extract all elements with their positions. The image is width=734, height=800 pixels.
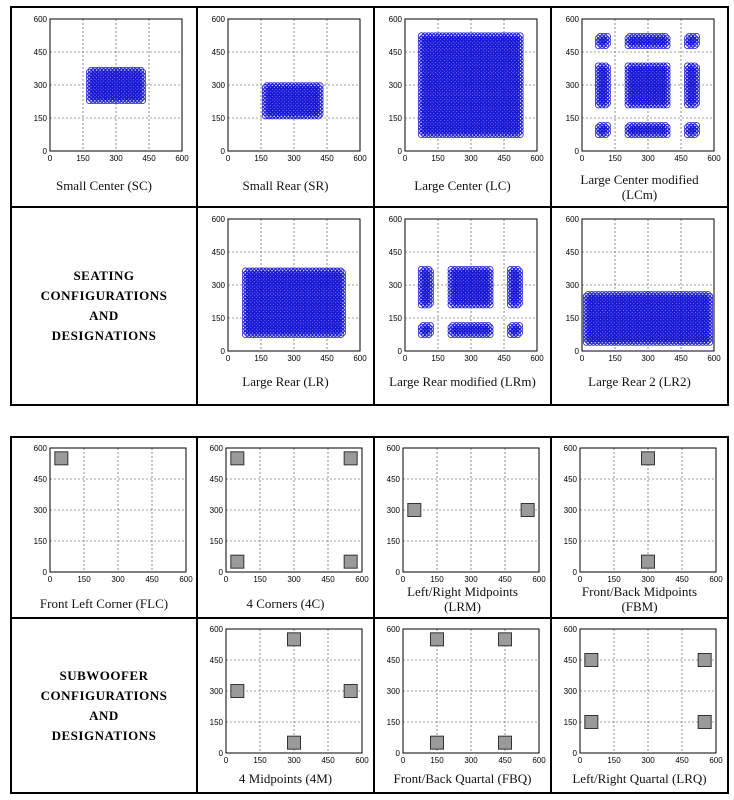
caption-sr: Small Rear (SR) — [242, 178, 329, 193]
x-tick-label: 150 — [254, 354, 268, 363]
x-tick-label: 450 — [674, 354, 688, 363]
y-tick-label: 150 — [211, 314, 225, 323]
y-tick-label: 450 — [388, 248, 402, 257]
x-tick-label: 600 — [707, 354, 721, 363]
y-tick-label: 450 — [565, 48, 579, 57]
x-tick-label: 600 — [353, 154, 367, 163]
y-tick-label: 0 — [574, 347, 579, 356]
caption-lr: Large Rear (LR) — [242, 374, 329, 389]
y-tick-label: 600 — [565, 15, 579, 24]
y-tick-label: 300 — [388, 81, 402, 90]
x-tick-label: 600 — [353, 354, 367, 363]
y-tick-label: 0 — [397, 347, 402, 356]
x-tick-label: 0 — [47, 154, 53, 163]
x-tick-label: 150 — [254, 154, 268, 163]
y-tick-label: 300 — [565, 81, 579, 90]
seat-plot-sr — [198, 8, 373, 206]
y-tick-label: 600 — [211, 215, 225, 224]
y-tick-label: 0 — [220, 347, 225, 356]
y-tick-label: 0 — [574, 147, 579, 156]
x-tick-label: 600 — [530, 154, 544, 163]
x-tick-label: 0 — [225, 154, 231, 163]
y-tick-label: 300 — [565, 281, 579, 290]
x-tick-label: 300 — [109, 154, 123, 163]
y-tick-label: 300 — [211, 81, 225, 90]
y-tick-label: 300 — [388, 281, 402, 290]
y-tick-label: 450 — [33, 48, 47, 57]
seating-cell-lr — [198, 208, 373, 404]
seating-cell-lrm — [375, 208, 550, 404]
x-tick-label: 300 — [641, 154, 655, 163]
x-tick-label: 150 — [431, 354, 445, 363]
y-tick-label: 0 — [220, 147, 225, 156]
caption-sc: Small Center (SC) — [55, 178, 153, 193]
x-tick-label: 300 — [464, 354, 478, 363]
seat-plot-lc — [375, 8, 550, 206]
x-tick-label: 150 — [608, 354, 622, 363]
x-tick-label: 300 — [464, 154, 478, 163]
y-tick-label: 150 — [388, 314, 402, 323]
y-tick-label: 600 — [33, 15, 47, 24]
y-tick-label: 150 — [388, 114, 402, 123]
x-tick-label: 450 — [320, 354, 334, 363]
seat-region — [583, 291, 713, 345]
x-tick-label: 150 — [608, 154, 622, 163]
y-tick-label: 600 — [388, 15, 402, 24]
seating-cell-lcm — [552, 8, 727, 206]
y-tick-label: 0 — [42, 147, 47, 156]
x-tick-label: 150 — [431, 154, 445, 163]
seating-cell-sr — [198, 8, 373, 206]
y-tick-label: 150 — [211, 114, 225, 123]
y-tick-label: 450 — [211, 48, 225, 57]
y-tick-label: 150 — [565, 314, 579, 323]
y-tick-label: 450 — [211, 248, 225, 257]
seating-designation-label: SEATING CONFIGURATIONS AND DESIGNATIONS — [12, 208, 196, 404]
x-tick-label: 0 — [402, 154, 408, 163]
x-tick-label: 600 — [530, 354, 544, 363]
seating-table — [10, 6, 729, 406]
seat-region — [86, 67, 145, 103]
y-tick-label: 600 — [388, 215, 402, 224]
caption-lc: Large Center (LC) — [414, 178, 511, 193]
y-tick-label: 300 — [211, 281, 225, 290]
y-tick-label: 150 — [565, 114, 579, 123]
y-tick-label: 600 — [211, 15, 225, 24]
y-tick-label: 300 — [33, 81, 47, 90]
x-tick-label: 0 — [402, 354, 408, 363]
y-tick-label: 450 — [565, 248, 579, 257]
seating-cell-lr2 — [552, 208, 727, 404]
x-tick-label: 450 — [142, 154, 156, 163]
seating-cell-lc — [375, 8, 550, 206]
x-tick-label: 600 — [175, 154, 189, 163]
x-tick-label: 300 — [641, 354, 655, 363]
x-tick-label: 450 — [497, 354, 511, 363]
x-tick-label: 0 — [579, 154, 585, 163]
y-tick-label: 0 — [397, 147, 402, 156]
x-tick-label: 450 — [320, 154, 334, 163]
x-tick-label: 300 — [287, 354, 301, 363]
x-tick-label: 450 — [497, 154, 511, 163]
y-tick-label: 450 — [388, 48, 402, 57]
x-tick-label: 600 — [707, 154, 721, 163]
x-tick-label: 0 — [579, 354, 585, 363]
seat-plot-sc — [12, 8, 196, 206]
y-tick-label: 150 — [33, 114, 47, 123]
y-tick-label: 600 — [565, 215, 579, 224]
caption-lrm: Large Rear modified (LRm) — [389, 374, 536, 389]
caption-lcm: Large Center modified (LCm) — [580, 172, 699, 202]
x-tick-label: 450 — [674, 154, 688, 163]
x-tick-label: 150 — [76, 154, 90, 163]
seating-cell-sc — [12, 8, 196, 206]
x-tick-label: 0 — [225, 354, 231, 363]
x-tick-label: 300 — [287, 154, 301, 163]
